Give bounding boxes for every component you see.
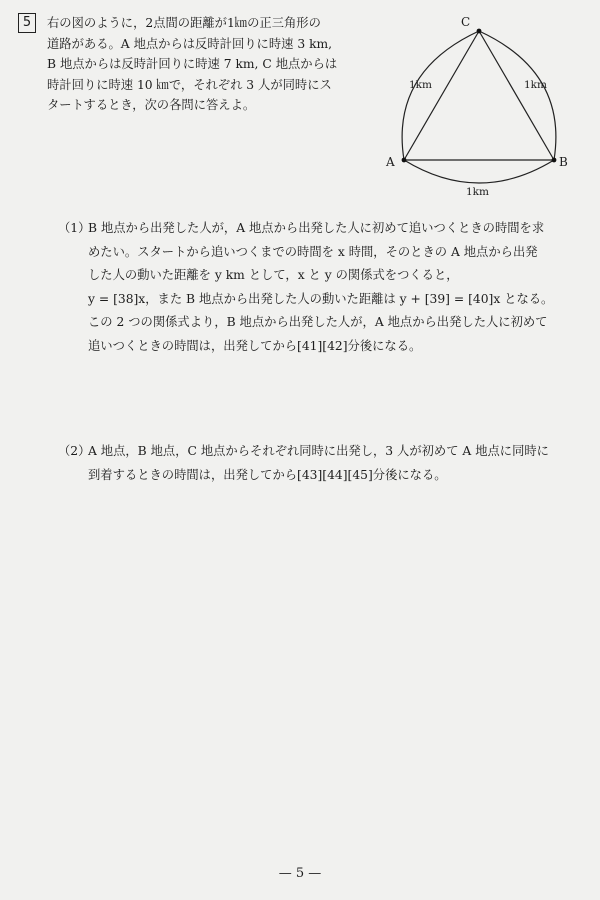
part-1 xyxy=(58,217,588,358)
part-1-first-line xyxy=(58,217,588,241)
vertex-dot-a xyxy=(402,158,407,163)
vertex-dot-b xyxy=(552,158,557,163)
part-2-tag: （2） xyxy=(58,444,91,458)
part-1-line: B 地点から出発した人が，A 地点から出発した人に初めて追いつくときの時間を求 xyxy=(88,221,545,235)
part-2-line: A 地点，B 地点，C 地点からそれぞれ同時に出発し，3 人が初めて A 地点に同時に xyxy=(88,444,549,458)
intro-line: B 地点からは反時計回りに時速 7 km, C 地点からは xyxy=(47,57,338,71)
side-label-bottom: 1km xyxy=(466,186,489,198)
triangle-side-bc xyxy=(479,31,554,160)
part-1-tag: （1） xyxy=(58,221,91,235)
intro-line: 時計回りに時速 10 ㎞で，それぞれ 3 人が同時にス xyxy=(47,77,332,92)
question-number-box: 5 xyxy=(18,13,36,33)
side-label-left: 1km xyxy=(409,79,432,91)
triangle-side-ac xyxy=(404,31,479,160)
part-2-line: 到着するときの時間は，出発してから[43][44][45]分後になる。 xyxy=(88,467,447,482)
curved-road-ab xyxy=(404,160,554,183)
part-2 xyxy=(58,440,588,487)
vertex-label-c: C xyxy=(461,15,471,29)
vertex-label-a: A xyxy=(386,155,395,169)
vertex-dot-c xyxy=(477,29,482,34)
part-1-line: y = [38]x，また B 地点から出発した人の動いた距離は y + [39] = [40]x となる。 xyxy=(88,291,554,306)
side-label-right: 1km xyxy=(524,79,547,91)
intro-line: タートするとき，次の各問に答えよ。 xyxy=(47,98,256,112)
part-1-line: めたい。スタートから追いつくまでの時間を x 時間，そのときの A 地点から出発 xyxy=(88,244,538,259)
page-number: — 5 — xyxy=(278,866,322,881)
part-1-line: この 2 つの関係式より，B 地点から出発した人が，A 地点から出発した人に初めて xyxy=(88,315,548,329)
question-intro xyxy=(47,13,377,116)
part-1-line: 追いつくときの時間は，出発してから[41][42]分後になる。 xyxy=(88,338,422,353)
vertex-label-b: B xyxy=(559,155,568,169)
part-2-first-line xyxy=(58,440,588,464)
intro-line: 道路がある。A 地点からは反時計回りに時速 3 km, xyxy=(47,36,333,51)
part-1-line: した人の動いた距離を y km として，x と y の関係式をつくると， xyxy=(88,268,459,282)
intro-line: 右の図のように，2点間の距離が1㎞の正三角形の xyxy=(47,16,321,30)
triangle-road-figure xyxy=(378,10,588,205)
